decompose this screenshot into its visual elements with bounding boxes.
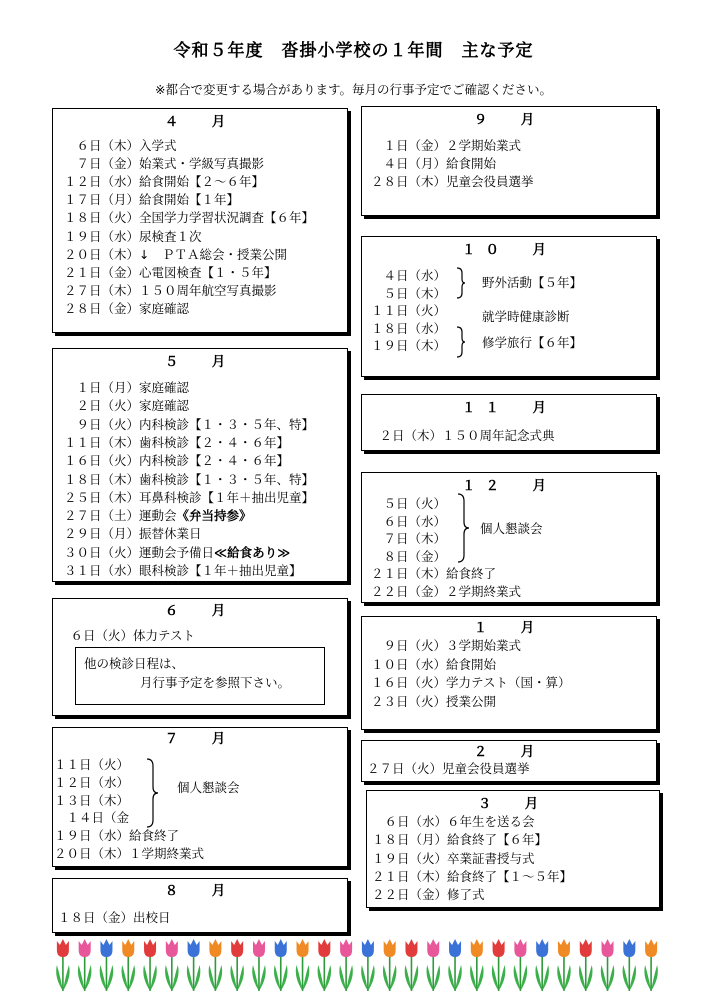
event-text: 家庭確認 <box>139 380 190 395</box>
event-text: 家庭確認 <box>139 398 190 414</box>
january-heading: １ 月 <box>473 620 545 636</box>
september-event-row <box>362 137 521 155</box>
tulip-icon <box>274 939 288 991</box>
december-group-label: 個人懇談会 <box>480 521 543 536</box>
august-event-date: １８日（金） <box>57 910 133 925</box>
may-event-row <box>53 562 302 580</box>
october-date-row <box>362 337 446 355</box>
july-event-row <box>53 845 204 863</box>
event-date: １９日（火） <box>371 850 447 866</box>
tulip-icon <box>623 939 637 991</box>
event-date: １９日（水） <box>63 228 139 244</box>
tulip-icon <box>56 939 69 991</box>
notice-text: ※都合で変更する場合があります。毎月の行事予定でご確認ください。 <box>155 82 552 97</box>
event-date: ２８日（木） <box>370 174 446 190</box>
july-box <box>52 727 348 867</box>
october-brace-2 <box>456 326 466 358</box>
event-date: １１日（火） <box>370 303 446 318</box>
tulip-icon <box>122 939 136 991</box>
november-heading: １１ 月 <box>462 400 556 416</box>
tulip-icon <box>100 939 114 991</box>
may-event-row <box>53 471 314 489</box>
tulip-icon <box>339 939 353 991</box>
october-label-trip: 修学旅行【６年】 <box>482 335 583 350</box>
event-text: ２学期終業式 <box>446 583 522 599</box>
event-text: 給食終了 <box>446 566 497 581</box>
june-event-date: ６日（火） <box>70 628 133 643</box>
event-date: ５日（木） <box>383 285 446 301</box>
event-date: １２日（水） <box>53 774 129 790</box>
event-text: 家庭確認 <box>139 300 190 316</box>
june-note-line2: 月行事予定を参照下さい。 <box>140 675 291 690</box>
tulip-icon <box>448 939 462 991</box>
event-date: １６日（火） <box>63 453 139 469</box>
october-label-health: 就学時健康診断 <box>482 309 570 324</box>
tulip-icon <box>644 939 658 991</box>
tulip-icon <box>230 939 244 991</box>
event-text: ３学期始業式 <box>446 638 522 653</box>
february-heading: ２ 月 <box>473 744 545 760</box>
tulip-icon <box>535 939 549 991</box>
september-heading: ９ 月 <box>473 112 545 128</box>
event-text: １５０周年航空写真撮影 <box>139 282 277 298</box>
event-text: ６年生を送る会 <box>447 814 535 829</box>
event-text: 給食開始【２〜６年】 <box>139 174 265 190</box>
december-date-row <box>362 530 446 548</box>
event-text: 給食終了【６年】 <box>447 832 548 848</box>
event-text: 歯科検診【１・３・５年、特】 <box>139 471 315 487</box>
june-note <box>75 647 325 705</box>
april-event-row <box>53 246 287 264</box>
event-text: 耳鼻科検診【１年＋抽出児童】 <box>139 489 315 505</box>
event-text: 授業公開 <box>446 693 497 709</box>
tulip-icon <box>78 939 92 991</box>
april-heading: ４ 月 <box>164 114 236 130</box>
april-event-row <box>53 137 177 155</box>
event-date: ２５日（木） <box>63 489 139 505</box>
tulip-icon <box>383 939 397 991</box>
tulip-icon <box>470 939 484 991</box>
tulip-icon <box>252 939 266 991</box>
april-event-row <box>53 191 239 209</box>
event-date: ２２日（金） <box>371 887 447 903</box>
december-brace <box>456 493 470 563</box>
may-event-row <box>53 525 202 543</box>
event-date: １４日（金 <box>66 810 129 826</box>
event-text: 給食終了【１〜５年】 <box>447 868 573 884</box>
event-text: 修了式 <box>447 887 485 903</box>
december-date-row <box>362 495 446 513</box>
may-event-row <box>53 434 289 452</box>
july-event-row <box>53 827 179 845</box>
event-text: 全国学力学習状況調査【６年】 <box>139 210 315 226</box>
december-date-row <box>362 513 446 531</box>
tulip-icon <box>143 939 157 991</box>
event-date: １９日（木） <box>370 338 446 353</box>
event-date: ２７日（木） <box>63 282 139 298</box>
december-heading: １２ 月 <box>462 478 556 494</box>
july-date-row <box>53 792 129 810</box>
event-date: ８日（金） <box>383 548 446 564</box>
event-date: ２１日（金） <box>63 264 139 280</box>
october-heading: １０ 月 <box>462 242 556 258</box>
event-emphasis: 《弁当持参》 <box>176 508 252 524</box>
march-event-row <box>367 886 485 904</box>
tulip-border-decoration <box>52 935 662 993</box>
february-event-date: ２７日（火） <box>366 761 442 776</box>
event-date: ２１日（木） <box>370 566 446 581</box>
july-heading: ７ 月 <box>164 731 236 747</box>
may-event-row <box>53 379 189 397</box>
december-date-row <box>362 548 446 566</box>
event-date: ２８日（金） <box>63 300 139 316</box>
event-text: 始業式・学級写真撮影 <box>139 156 265 172</box>
october-date-row <box>362 267 446 285</box>
may-box <box>52 348 348 582</box>
event-date: ２７日（土） <box>63 508 139 524</box>
march-event-row <box>367 831 547 849</box>
may-event-row <box>53 544 290 562</box>
april-event-row <box>53 282 277 300</box>
event-date: １９日（水） <box>53 828 129 843</box>
event-text: 児童会役員選挙 <box>446 174 534 190</box>
february-event <box>362 760 530 778</box>
event-date: １０日（水） <box>370 656 446 672</box>
june-box <box>52 598 348 716</box>
june-note-line1: 他の検診日程は、 <box>84 656 185 671</box>
october-date-row <box>362 320 446 338</box>
event-text: 給食開始 <box>446 156 497 172</box>
event-date: ４日（月） <box>383 156 446 172</box>
june-event <box>53 627 195 645</box>
event-date: １８日（月） <box>371 832 447 848</box>
event-text: 心電図検査【１・５年】 <box>139 264 277 280</box>
may-event-row <box>53 416 314 434</box>
event-date: ６日（水） <box>383 513 446 529</box>
march-heading: ３ 月 <box>477 796 549 812</box>
event-text: 学力テスト（国・算） <box>446 675 571 690</box>
event-date: ９日（火） <box>383 638 446 653</box>
march-box <box>366 790 660 908</box>
may-event-row <box>53 397 189 415</box>
january-event-row <box>362 693 496 711</box>
april-event-row <box>53 264 277 282</box>
tulip-icon <box>361 939 375 991</box>
event-date: ７日（木） <box>383 531 446 546</box>
event-date: １８日（火） <box>63 210 139 226</box>
event-date: １１日（木） <box>63 434 139 450</box>
event-date: ７日（金） <box>76 156 139 172</box>
event-date: ２２日（金） <box>370 583 446 599</box>
april-event-row <box>53 173 264 191</box>
april-event-row <box>53 300 189 318</box>
october-box <box>361 236 657 377</box>
event-text: 歯科検診【２・４・６年】 <box>139 434 290 450</box>
january-event-row <box>362 674 571 692</box>
july-brace <box>145 758 159 828</box>
september-event-row <box>362 173 534 191</box>
october-brace-1 <box>456 267 466 299</box>
april-event-row <box>53 228 202 246</box>
event-text: 内科検診【２・４・６年】 <box>139 453 290 469</box>
tulip-icon <box>165 939 179 991</box>
event-text: 運動会予備日 <box>139 544 215 560</box>
june-heading: ６ 月 <box>164 603 236 619</box>
event-date: １８日（水） <box>370 320 446 336</box>
event-date: １日（月） <box>76 380 139 395</box>
event-text: 眼科検診【１年＋抽出児童】 <box>139 563 302 578</box>
event-text: 振替休業日 <box>139 526 202 542</box>
tulip-icon <box>187 939 201 991</box>
event-text: １学期終業式 <box>129 845 205 861</box>
february-event-text: 児童会役員選挙 <box>442 761 530 776</box>
tulip-icon <box>209 939 223 991</box>
january-event-row <box>362 656 496 674</box>
tulip-icon <box>296 939 310 991</box>
november-event <box>362 427 555 445</box>
may-event-row <box>53 507 252 525</box>
event-date: ３１日（水） <box>63 563 139 578</box>
event-text: ２学期始業式 <box>446 138 522 153</box>
july-date-row <box>53 809 129 827</box>
november-box <box>361 394 657 451</box>
april-event-row <box>53 209 314 227</box>
event-text: 給食開始【１年】 <box>139 192 240 208</box>
august-heading: ８ 月 <box>164 883 236 899</box>
tulip-icon <box>427 939 441 991</box>
december-event-row <box>362 565 496 583</box>
event-text: 入学式 <box>139 138 177 153</box>
august-event <box>53 909 171 927</box>
event-text: ↓ ＰＴＡ総会・授業公開 <box>139 246 287 262</box>
may-heading: ５ 月 <box>164 354 236 370</box>
october-date-row <box>362 285 446 303</box>
event-date: ２日（火） <box>76 398 139 414</box>
january-event-row <box>362 637 521 655</box>
april-event-row <box>53 155 264 173</box>
may-event-row <box>53 489 314 507</box>
event-date: １８日（木） <box>63 471 139 487</box>
event-date: ９日（火） <box>76 416 139 432</box>
july-date-row <box>53 774 129 792</box>
march-event-row <box>367 813 535 831</box>
event-date: ２０日（木） <box>53 845 129 861</box>
september-box <box>361 106 657 216</box>
event-date: ６日（木） <box>76 138 139 153</box>
tulip-icon <box>579 939 593 991</box>
event-text: 尿検査１次 <box>139 228 202 244</box>
event-text: 卒業証書授与式 <box>447 850 535 866</box>
tulip-icon <box>514 939 528 991</box>
event-date: ３０日（火） <box>63 544 139 560</box>
event-date: １６日（火） <box>370 675 446 690</box>
event-date: １１日（火） <box>53 757 129 772</box>
event-text: 給食終了 <box>129 828 180 843</box>
june-event-text: 体力テスト <box>133 628 196 643</box>
event-text: 運動会 <box>139 508 177 524</box>
august-event-text: 出校日 <box>133 910 171 925</box>
september-event-row <box>362 155 496 173</box>
event-date: １３日（木） <box>53 792 129 808</box>
october-label-outdoor: 野外活動【５年】 <box>482 275 583 290</box>
tulip-icon <box>318 939 332 991</box>
event-date: ５日（火） <box>383 496 446 511</box>
tulip-icon <box>601 939 615 991</box>
february-box <box>361 740 657 782</box>
december-event-row <box>362 583 521 601</box>
event-date: ２０日（木） <box>63 246 139 262</box>
event-date: ２３日（火） <box>370 693 446 709</box>
tulip-icon <box>557 939 571 991</box>
event-date: １７日（月） <box>63 192 139 208</box>
november-event-text: １５０周年記念式典 <box>442 428 555 443</box>
event-date: ２９日（月） <box>63 526 139 542</box>
may-event-row <box>53 452 289 470</box>
march-event-row <box>367 868 572 886</box>
event-date: ２１日（木） <box>371 868 447 884</box>
event-date: ４日（水） <box>383 268 446 283</box>
event-text: 内科検診【１・３・５年、特】 <box>139 416 315 432</box>
event-emphasis: ≪給食あり≫ <box>214 544 291 560</box>
march-event-row <box>367 850 535 868</box>
july-group-label: 個人懇談会 <box>177 780 240 795</box>
january-box <box>361 616 657 730</box>
july-date-row <box>53 756 129 774</box>
april-box <box>52 108 348 333</box>
november-event-date: ２日（木） <box>379 428 442 443</box>
event-date: １２日（水） <box>63 174 139 190</box>
event-date: １日（金） <box>383 138 446 153</box>
december-box <box>361 472 657 603</box>
tulip-icon <box>405 939 419 991</box>
page-title: 令和５年度 沓掛小学校の１年間 主な予定 <box>173 41 534 61</box>
event-date: ６日（水） <box>384 814 447 829</box>
august-box <box>52 878 348 933</box>
event-text: 給食開始 <box>446 656 497 672</box>
tulip-icon <box>492 939 506 991</box>
october-date-row <box>362 302 446 320</box>
